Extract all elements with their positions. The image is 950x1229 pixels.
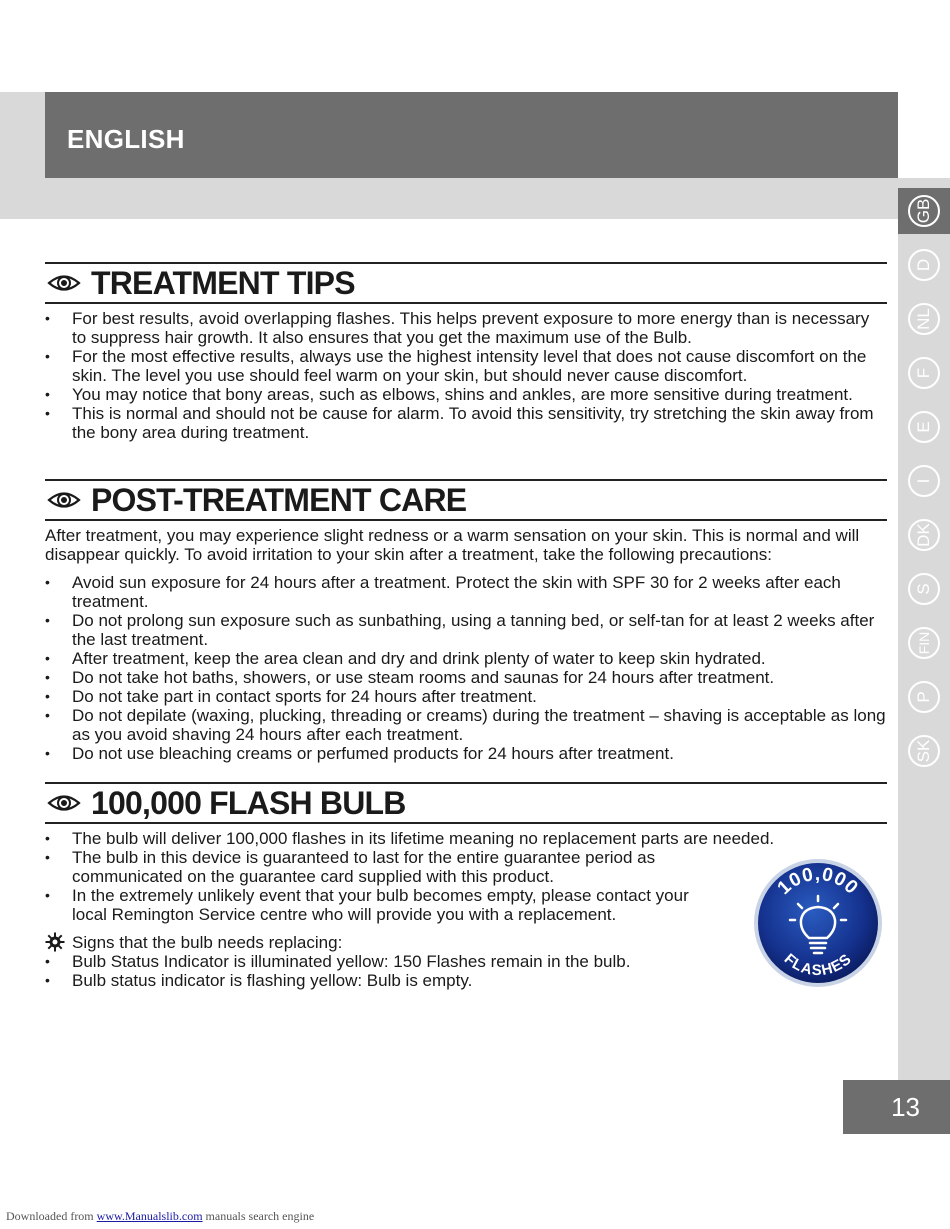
signs-heading-line bbox=[45, 933, 745, 952]
intro-paragraph: After treatment, you may experience slight redness or a warm sensation on your skin. This is normal and will disappear quickly. To avoid irritation to your skin after a treatment, take the following precautions: bbox=[45, 526, 860, 564]
treatment-tips-heading bbox=[45, 262, 887, 304]
footer-prefix: Downloaded from bbox=[6, 1209, 94, 1223]
list-item: • Do not use bleaching creams or perfumed products for 24 hours after treatment. bbox=[45, 744, 887, 763]
list-item: • The bulb will deliver 100,000 flashes in its lifetime meaning no replacement parts are needed. bbox=[45, 829, 872, 848]
eye-icon bbox=[47, 792, 81, 814]
list-item: • You may notice that bony areas, such as elbows, shins and ankles, are more sensitive during treatment. bbox=[45, 385, 887, 404]
lang-tab-dk[interactable]: DK bbox=[898, 512, 950, 558]
post-treatment-heading bbox=[45, 479, 887, 521]
gear-icon bbox=[45, 932, 65, 952]
flash-bulb-heading bbox=[45, 782, 887, 824]
badge-top-text: 100,000 bbox=[773, 864, 863, 900]
list-item: • In the extremely unlikely event that your bulb becomes empty, please contact your local Remington Service centre who will provide you with a replacement. bbox=[45, 886, 712, 924]
list-item: • Do not prolong sun exposure such as sunbathing, using a tanning bed, or self-tan for at least 2 weeks after the last treatment. bbox=[45, 611, 887, 649]
list-item: • For best results, avoid overlapping flashes. This helps prevent exposure to more energy than is necessary to suppress hair growth. It also ensures that you get the maximum use of the Bulb. bbox=[45, 309, 887, 347]
section-title: 100,000 FLASH BULB bbox=[91, 784, 406, 821]
list-item: • After treatment, keep the area clean and dry and drink plenty of water to keep skin hydrated. bbox=[45, 649, 887, 668]
list-item: • Bulb status indicator is flashing yellow: Bulb is empty. bbox=[45, 971, 745, 990]
flashes-badge bbox=[753, 858, 883, 988]
lang-tab-f[interactable]: F bbox=[898, 350, 950, 396]
lang-tab-sk[interactable]: SK bbox=[898, 728, 950, 774]
list-item: • Avoid sun exposure for 24 hours after a treatment. Protect the skin with SPF 30 for 2 weeks after each treatment. bbox=[45, 573, 887, 611]
language-sidebar bbox=[898, 178, 950, 1080]
lang-tab-s[interactable]: S bbox=[898, 566, 950, 612]
badge-bottom-text: FLASHES bbox=[780, 950, 856, 980]
flash-bulb-body bbox=[45, 829, 775, 990]
download-footer bbox=[6, 1209, 314, 1224]
list-item: • Do not take hot baths, showers, or use steam rooms and saunas for 24 hours after treatment. bbox=[45, 668, 887, 687]
list-item: • The bulb in this device is guaranteed to last for the entire guarantee period as communicated on the guarantee card supplied with this product. bbox=[45, 848, 692, 886]
lang-tab-i[interactable]: I bbox=[898, 458, 950, 504]
eye-icon bbox=[47, 489, 81, 511]
lang-tab-gb[interactable]: GB bbox=[898, 188, 950, 234]
eye-icon bbox=[47, 272, 81, 294]
lang-tab-d[interactable]: D bbox=[898, 242, 950, 288]
page-number: 13 bbox=[843, 1080, 950, 1134]
post-treatment-body bbox=[45, 526, 887, 763]
signs-heading: Signs that the bulb needs replacing: bbox=[72, 933, 343, 952]
lang-tab-nl[interactable]: NL bbox=[898, 296, 950, 342]
treatment-tips-body bbox=[45, 309, 887, 442]
section-title: TREATMENT TIPS bbox=[91, 264, 355, 301]
list-item: • Do not take part in contact sports for 24 hours after treatment. bbox=[45, 687, 887, 706]
language-title: ENGLISH bbox=[67, 124, 185, 154]
lang-tab-e[interactable]: E bbox=[898, 404, 950, 450]
manualslib-link[interactable]: www.Manualslib.com bbox=[96, 1209, 203, 1223]
list-item: • For the most effective results, always use the highest intensity level that does not cause discomfort on the skin. The level you use should feel warm on your skin, but should never cause discomfort. bbox=[45, 347, 887, 385]
footer-suffix: manuals search engine bbox=[205, 1209, 315, 1223]
list-item: • This is normal and should not be cause for alarm. To avoid this sensitivity, try stretching the skin away from the bony area during treatment. bbox=[45, 404, 887, 442]
lang-tab-p[interactable]: P bbox=[898, 674, 950, 720]
list-item: • Do not depilate (waxing, plucking, threading or creams) during the treatment – shaving is acceptable as long as you avoid shaving 24 hours after each treatment. bbox=[45, 706, 887, 744]
section-title: POST-TREATMENT CARE bbox=[91, 481, 467, 518]
lang-tab-fin[interactable]: FIN bbox=[898, 620, 950, 666]
list-item: • Bulb Status Indicator is illuminated yellow: 150 Flashes remain in the bulb. bbox=[45, 952, 745, 971]
